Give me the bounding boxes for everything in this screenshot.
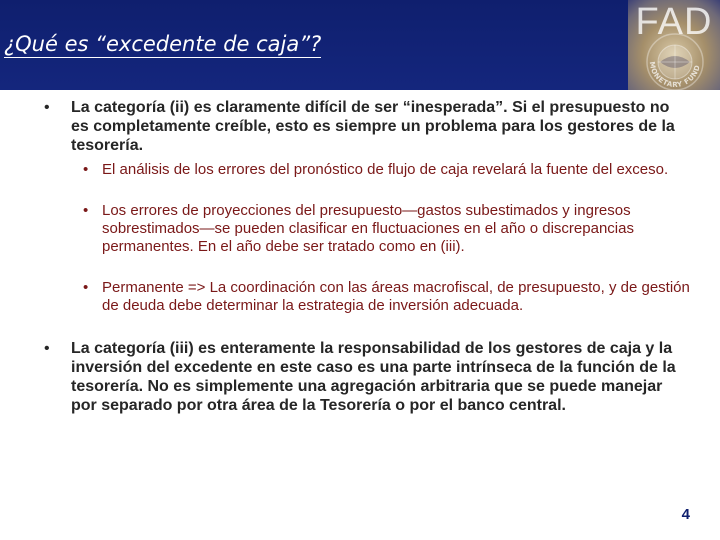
page-number: 4 xyxy=(681,506,690,523)
bullet-text: La categoría (iii) es enteramente la responsabilidad de los gestores de caja y la inversión del excedente en este caso es una parte intrínseca de la función de la tesorería. No es simplemente una agregación arbitraria que se puede manejar por separado por otra área de la Tesorería o por el banco central. xyxy=(71,340,676,414)
bullet-marker: • xyxy=(83,279,89,296)
slide-title: ¿Qué es “excedente de caja”? xyxy=(4,32,322,56)
fad-logo xyxy=(628,0,720,90)
sub-bullet-item xyxy=(83,161,692,179)
sub-bullet-text: Los errores de proyecciones del presupuesto—gastos subestimados y ingresos sobrestimados—se pueden clasificar en fluctuaciones en el año o discrepancias permanentes. En el año debe ser tratado como en (iii). xyxy=(102,202,634,255)
sub-bullet-text: Permanente => La coordinación con las áreas macrofiscal, de presupuesto, y de gestión de deuda debe determinar la estrategia de inversión adecuada. xyxy=(102,279,690,314)
logo-text: FAD xyxy=(635,1,713,43)
bullet-item xyxy=(44,339,691,415)
bullet-marker: • xyxy=(44,99,50,116)
sub-bullet-item xyxy=(83,202,692,256)
bullet-marker: • xyxy=(83,161,89,178)
sub-bullet-text: El análisis de los errores del pronóstico de flujo de caja revelará la fuente del exceso. xyxy=(102,161,669,178)
bullet-text: La categoría (ii) es claramente difícil de ser “inesperada”. Si el presupuesto no es completamente creíble, esto es siempre un problema para los gestores de la tesorería. xyxy=(71,99,675,154)
bullet-item xyxy=(44,98,691,155)
seal-text: MONETARY FUND xyxy=(647,61,702,89)
bullet-marker: • xyxy=(44,340,50,357)
title-bar xyxy=(0,0,720,90)
sub-bullet-item xyxy=(83,279,692,315)
bullet-marker: • xyxy=(83,202,89,219)
